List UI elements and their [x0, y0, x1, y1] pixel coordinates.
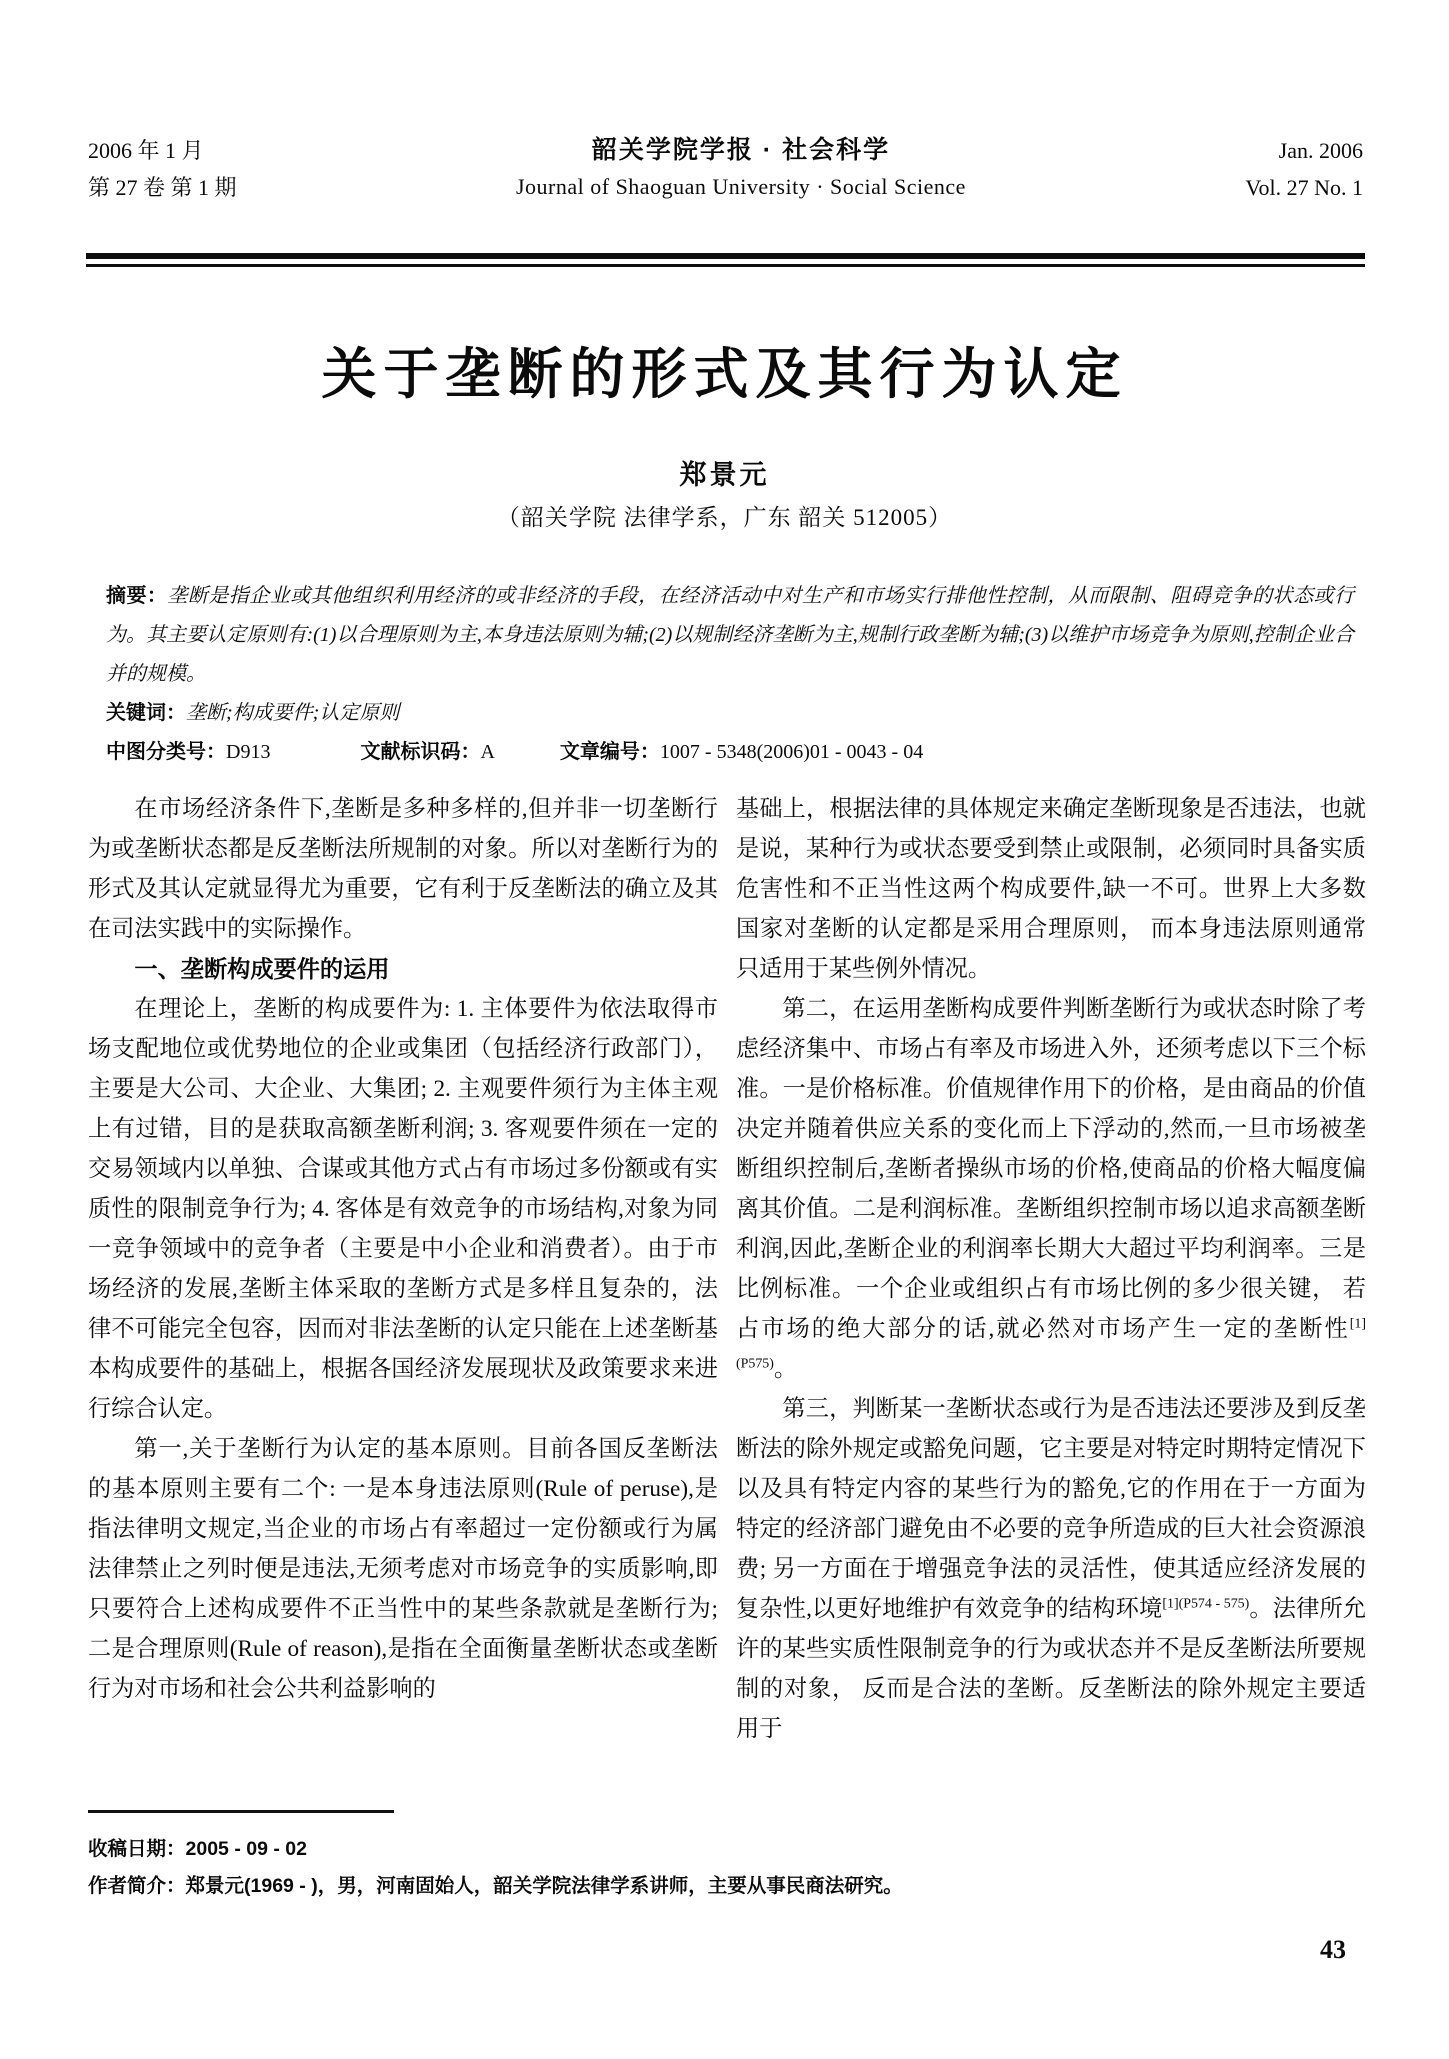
body-paragraph: 第一,关于垄断行为认定的基本原则。目前各国反垄断法的基本原则主要有二个: 一是本身违法原则(Rule of peruse),是指法律明文规定,当企业的市场占有率超过一定份额或行为属法律禁止之列时便是违法,无须考虑对市场竞争的实质影响,即只要符合上述构成要件不正当性中的某些条款就是垄断行为;二是合理原则(Rule of reason),是指在全面衡量垄断状态或垄断行为对市场和社会公共利益影响的 — [88, 1436, 718, 1702]
right-column — [736, 789, 1366, 1805]
clc-value: D913 — [226, 741, 271, 763]
header-issue-info-en — [1245, 132, 1363, 206]
header-divider — [86, 253, 1365, 267]
article-title: 关于垄断的形式及其行为认定 — [321, 343, 1128, 405]
issue-volume-cn: 第 27 卷 第 1 期 — [88, 175, 237, 200]
footnote-block — [88, 1810, 1354, 1905]
keywords-text: 垄断;构成要件;认定原则 — [186, 702, 400, 724]
bio-value: 郑景元(1969 - )，男，河南固始人，韶关学院法律学系讲师，主要从事民商法研究。 — [185, 1875, 903, 1897]
clc-label: 中图分类号： — [106, 741, 226, 763]
header-issue-info — [88, 132, 237, 206]
issue-date-cn: 2006 年 1 月 — [88, 138, 204, 163]
body-paragraph: 第三，判断某一垄断状态或行为是否违法还要涉及到反垄断法的除外规定或豁免问题，它主要是对特定时期特定情况下以及具有特定内容的某些行为的豁免,它的作用在于一方面为特定的经济部门避免由不必要的竞争所造成的巨大社会资源浪费; 另一方面在于增强竞争法的灵活性，使其适应经济发展的复杂性,以更好地维护有效竞争的结构环境$^{[1](P574 - 575)}$。法律所允许的某些实质性限制竞争的行为或状态并不是反垄断法所要规制的对象， 反而是合法的垄断。反垄断法的除外规定主要适用于 — [736, 1396, 1366, 1742]
issue-volume-en: Vol. 27 No. 1 — [1245, 175, 1363, 200]
doc-code-label: 文献标识码： — [360, 741, 481, 763]
body-columns — [88, 789, 1366, 1805]
journal-name-en: Journal of Shaoguan University · Social Science — [515, 174, 966, 199]
body-paragraph: 在理论上，垄断的构成要件为: 1. 主体要件为依法取得市场支配地位或优势地位的企业或集团（包括经济行政部门），主要是大公司、大企业、大集团; 2. 主观要件须行为主体主观上有过错，目的是获取高额垄断利润; 3. 客观要件须在一定的交易领域内以单独、合谋或其他方式占有市场过多份额或有实质性的限制竞争行为; 4. 客体是有效竞争的市场结构,对象为同一竞争领域中的竞争者（主要是中小企业和消费者）。由于市场经济的发展,垄断主体采取的垄断方式是多样且复杂的，法律不可能完全包容，因而对非法垄断的认定只能在上述垄断基本构成要件的基础上，根据各国经济发展现状及政策要求来进行综合认定。 — [88, 996, 718, 1422]
journal-name-cn: 韶关学院学报 · 社会科学 — [591, 136, 891, 164]
section-heading: 一、垄断构成要件的运用 — [134, 956, 390, 982]
body-paragraph: 在市场经济条件下,垄断是多种多样的,但并非一切垄断行为或垄断状态都是反垄断法所规制的对象。所以对垄断行为的形式及其认定就显得尤为重要，它有利于反垄断法的确立及其在司法实践中的实际操作。 — [88, 796, 718, 942]
article-id-group — [560, 733, 923, 772]
body-paragraph: 第二，在运用垄断构成要件判断垄断行为或状态时除了考虑经济集中、市场占有率及市场进入外，还须考虑以下三个标准。一是价格标准。价值规律作用下的价格，是由商品的价值决定并随着供应关系的变化而上下浮动的,然而,一旦市场被垄断组织控制后,垄断者操纵市场的价格,使商品的价格大幅度偏离其价值。二是利润标准。垄断组织控制市场以追求高额垄断利润,因此,垄断企业的利润率长期大大超过平均利润率。三是比例标准。一个企业或组织占有市场比例的多少很关键， 若占市场的绝大部分的话,就必然对市场产生一定的垄断性$^{[1](P575)}$。 — [736, 996, 1366, 1382]
issue-date-en: Jan. 2006 — [1278, 138, 1363, 163]
doc-code-value: A — [480, 741, 495, 763]
citation-superscript: [1](P574 - 575) — [1162, 1596, 1250, 1612]
bio-label: 作者简介： — [88, 1875, 186, 1897]
clc-group — [106, 733, 270, 772]
received-label: 收稿日期： — [88, 1838, 186, 1860]
left-column — [88, 789, 718, 1805]
page-number: 43 — [1320, 1935, 1346, 1964]
abstract-block — [106, 577, 1354, 772]
citation-superscript: [1](P575) — [736, 1316, 1366, 1372]
keywords-label: 关键词： — [106, 702, 186, 724]
article-id-value: 1007 - 5348(2006)01 - 0043 - 04 — [659, 741, 924, 763]
doc-code-group — [360, 733, 494, 772]
article-id-label: 文章编号： — [559, 741, 660, 763]
abstract-paragraph — [106, 577, 1354, 694]
abstract-label: 摘要： — [106, 585, 168, 607]
received-date-line — [88, 1831, 1354, 1868]
author-affiliation: （韶关学院 法律学系，广东 韶关 512005） — [496, 505, 953, 530]
keywords-line — [106, 694, 1354, 733]
footnote-divider — [88, 1810, 394, 1813]
author-name: 郑景元 — [679, 460, 770, 490]
body-paragraph: 基础上，根据法律的具体规定来确定垄断现象是否违法，也就是说，某种行为或状态要受到禁止或限制，必须同时具备实质危害性和不正当性这两个构成要件,缺一不可。世界上大多数国家对垄断的认定都是采用合理原则， 而本身违法原则通常只适用于某些例外情况。 — [736, 796, 1366, 982]
header-journal-name — [516, 132, 966, 206]
received-value: 2005 - 09 - 02 — [185, 1838, 307, 1860]
abstract-text: 垄断是指企业或其他组织利用经济的或非经济的手段，在经济活动中对生产和市场实行排他性控制，从而限制、阻碍竞争的状态或行为。其主要认定原则有:(1)以合理原则为主,本身违法原则为辅;(2)以规制经济垄断为主,规制行政垄断为辅;(3)以维护市场竞争为原则,控制企业合并的规模。 — [106, 585, 1355, 685]
classification-line — [106, 733, 1354, 772]
journal-header — [88, 132, 1363, 206]
author-bio-line — [88, 1868, 1354, 1905]
